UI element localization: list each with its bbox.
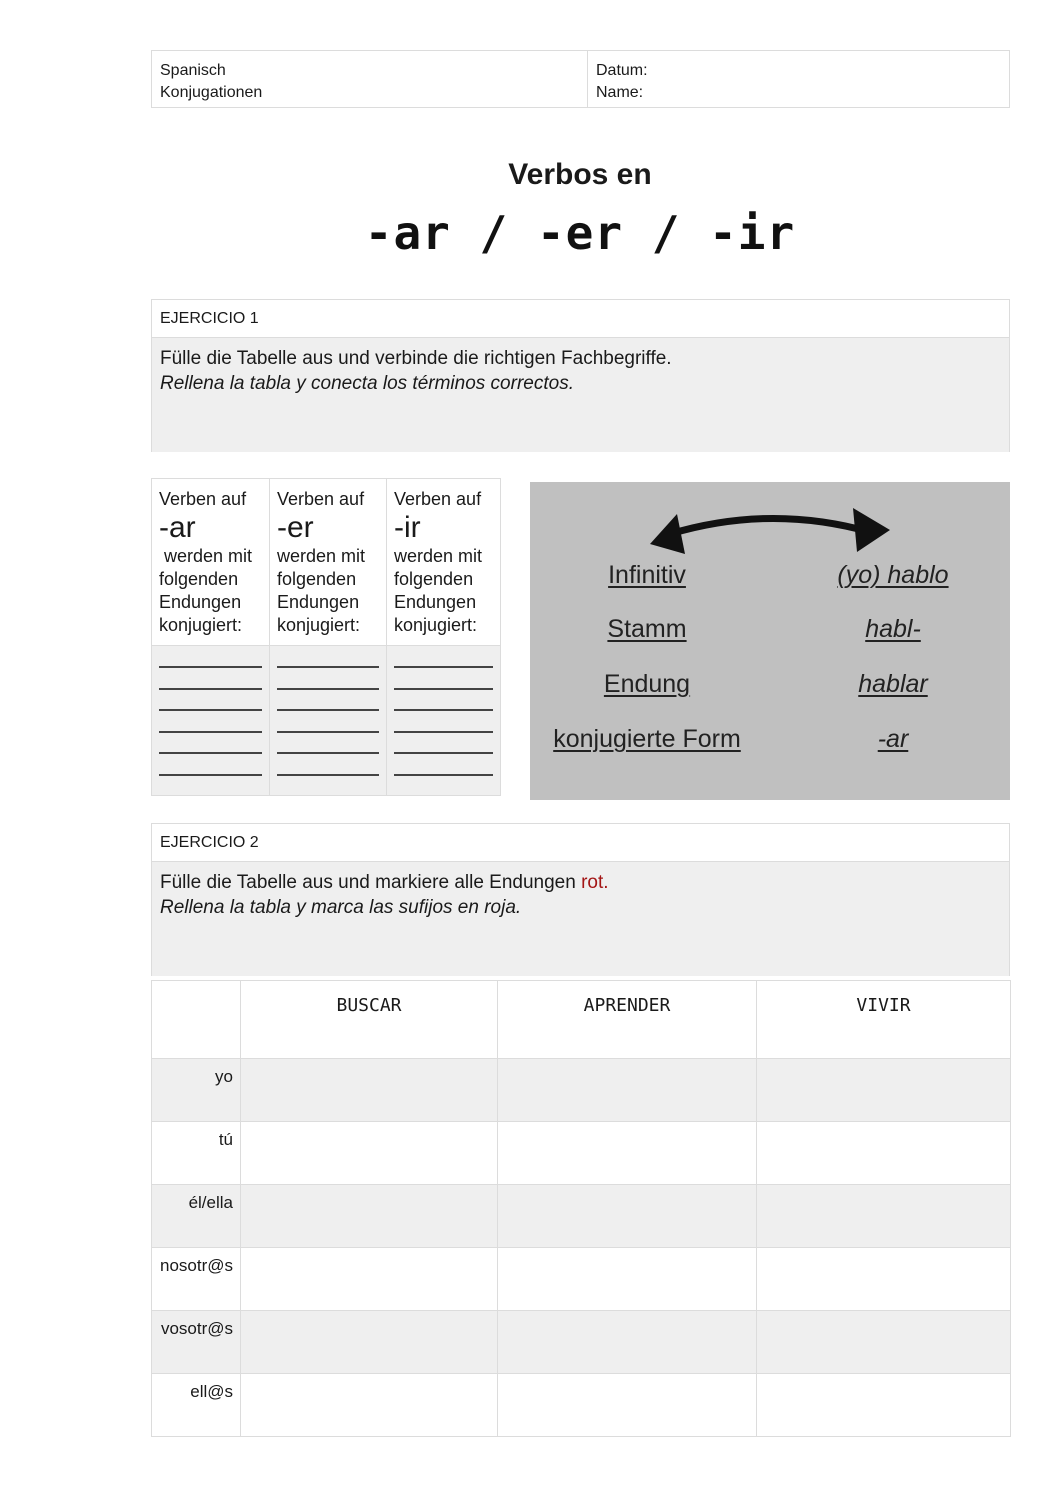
- header-table: [151, 50, 1010, 108]
- answer-cell[interactable]: [241, 1185, 498, 1248]
- table-row: [152, 1185, 1011, 1248]
- term-konjugierte-form[interactable]: konjugierte Form: [553, 725, 741, 753]
- blank-line[interactable]: [394, 666, 493, 668]
- double-arrow-icon: [645, 494, 895, 554]
- endings-column-ar: [152, 479, 270, 795]
- blank-line[interactable]: [394, 774, 493, 776]
- blank-line[interactable]: [394, 752, 493, 754]
- endings-answer-area[interactable]: [270, 646, 386, 795]
- verb-header: APRENDER: [498, 981, 757, 1059]
- exercise-1-label: EJERCICIO 1: [152, 300, 1009, 338]
- table-row: [152, 1122, 1011, 1185]
- exercise-2-instructions: [152, 862, 1009, 976]
- blank-line[interactable]: [159, 709, 262, 711]
- example-yo-hablo[interactable]: (yo) hablo: [837, 561, 949, 589]
- endings-column-header: [387, 479, 500, 646]
- pronoun-cell: él/ella: [152, 1185, 241, 1248]
- column-intro: Verben auf: [159, 489, 247, 509]
- page-title: Verbos en: [508, 158, 652, 191]
- table-row: [152, 1374, 1011, 1437]
- blank-line[interactable]: [277, 774, 379, 776]
- instruction-german-text: Fülle die Tabelle aus und markiere alle Endungen: [160, 872, 582, 893]
- column-ending: -er: [277, 511, 314, 544]
- endings-answer-area[interactable]: [387, 646, 500, 795]
- date-field[interactable]: Datum:: [596, 62, 648, 79]
- subject-label: Spanisch: [160, 62, 226, 79]
- endings-table: [151, 478, 501, 796]
- answer-cell[interactable]: [498, 1311, 757, 1374]
- answer-cell[interactable]: [757, 1059, 1011, 1122]
- example-habl[interactable]: habl-: [865, 615, 921, 643]
- blank-line[interactable]: [277, 688, 379, 690]
- verb-header: VIVIR: [757, 981, 1011, 1059]
- answer-cell[interactable]: [498, 1059, 757, 1122]
- blank-line[interactable]: [277, 752, 379, 754]
- blank-line[interactable]: [159, 731, 262, 733]
- answer-cell[interactable]: [757, 1311, 1011, 1374]
- page-subtitle: -ar / -er / -ir: [364, 206, 796, 260]
- matching-panel: [530, 482, 1010, 800]
- answer-cell[interactable]: [498, 1185, 757, 1248]
- answer-cell[interactable]: [241, 1059, 498, 1122]
- column-intro: Verben auf: [394, 489, 482, 509]
- answer-cell[interactable]: [757, 1374, 1011, 1437]
- answer-cell[interactable]: [757, 1248, 1011, 1311]
- pronoun-cell: yo: [152, 1059, 241, 1122]
- term-stamm[interactable]: Stamm: [607, 615, 687, 643]
- blank-line[interactable]: [159, 666, 262, 668]
- answer-cell[interactable]: [498, 1248, 757, 1311]
- column-ending: -ar: [159, 511, 196, 544]
- blank-line[interactable]: [394, 731, 493, 733]
- blank-line[interactable]: [277, 731, 379, 733]
- example-ar[interactable]: -ar: [877, 725, 909, 753]
- endings-column-header: [270, 479, 386, 646]
- exercise-2-box: [151, 823, 1010, 976]
- blank-line[interactable]: [159, 752, 262, 754]
- corner-cell: [152, 981, 241, 1059]
- instruction-german: [160, 870, 1001, 895]
- answer-cell[interactable]: [498, 1374, 757, 1437]
- term-endung[interactable]: Endung: [603, 670, 691, 698]
- answer-cell[interactable]: [498, 1122, 757, 1185]
- blank-line[interactable]: [159, 688, 262, 690]
- instruction-spanish: Rellena la tabla y marca las sufijos en roja.: [160, 897, 522, 918]
- name-field[interactable]: Name:: [596, 84, 644, 101]
- exercise-2-label: EJERCICIO 2: [152, 824, 1009, 862]
- table-header-row: [152, 981, 1011, 1059]
- endings-answer-area[interactable]: [152, 646, 269, 795]
- column-text: werden mit folgenden Endungen konjugiert:: [159, 546, 258, 635]
- blank-line[interactable]: [277, 709, 379, 711]
- column-text: werden mit folgenden Endungen konjugiert:: [394, 546, 483, 635]
- table-row: [152, 1059, 1011, 1122]
- pronoun-cell: vosotr@s: [152, 1311, 241, 1374]
- header-subject-cell: [152, 51, 588, 107]
- instruction-highlight-red: rot.: [581, 872, 609, 893]
- pronoun-cell: tú: [152, 1122, 241, 1185]
- answer-cell[interactable]: [241, 1122, 498, 1185]
- endings-column-ir: [387, 479, 500, 795]
- answer-cell[interactable]: [241, 1248, 498, 1311]
- instruction-spanish: Rellena la tabla y conecta los términos correctos.: [160, 373, 574, 394]
- term-infinitiv[interactable]: Infinitiv: [608, 561, 686, 589]
- blank-line[interactable]: [394, 688, 493, 690]
- conjugation-table: [151, 980, 1010, 1437]
- table-row: [152, 1248, 1011, 1311]
- instruction-german: Fülle die Tabelle aus und verbinde die richtigen Fachbegriffe.: [160, 348, 672, 369]
- blank-line[interactable]: [277, 666, 379, 668]
- column-text: werden mit folgenden Endungen konjugiert:: [277, 546, 366, 635]
- pronoun-cell: ell@s: [152, 1374, 241, 1437]
- column-intro: Verben auf: [277, 489, 365, 509]
- example-hablar[interactable]: hablar: [858, 670, 928, 698]
- answer-cell[interactable]: [757, 1185, 1011, 1248]
- pronoun-cell: nosotr@s: [152, 1248, 241, 1311]
- endings-column-header: [152, 479, 269, 646]
- answer-cell[interactable]: [241, 1374, 498, 1437]
- header-student-cell: [588, 51, 1009, 107]
- verb-header: BUSCAR: [241, 981, 498, 1059]
- blank-line[interactable]: [159, 774, 262, 776]
- answer-cell[interactable]: [241, 1311, 498, 1374]
- answer-cell[interactable]: [757, 1122, 1011, 1185]
- table-row: [152, 1311, 1011, 1374]
- column-ending: -ir: [394, 511, 421, 544]
- topic-label: Konjugationen: [160, 84, 263, 101]
- blank-line[interactable]: [394, 709, 493, 711]
- exercise-1-instructions: [152, 338, 1009, 452]
- endings-column-er: [270, 479, 387, 795]
- exercise-1-box: [151, 299, 1010, 452]
